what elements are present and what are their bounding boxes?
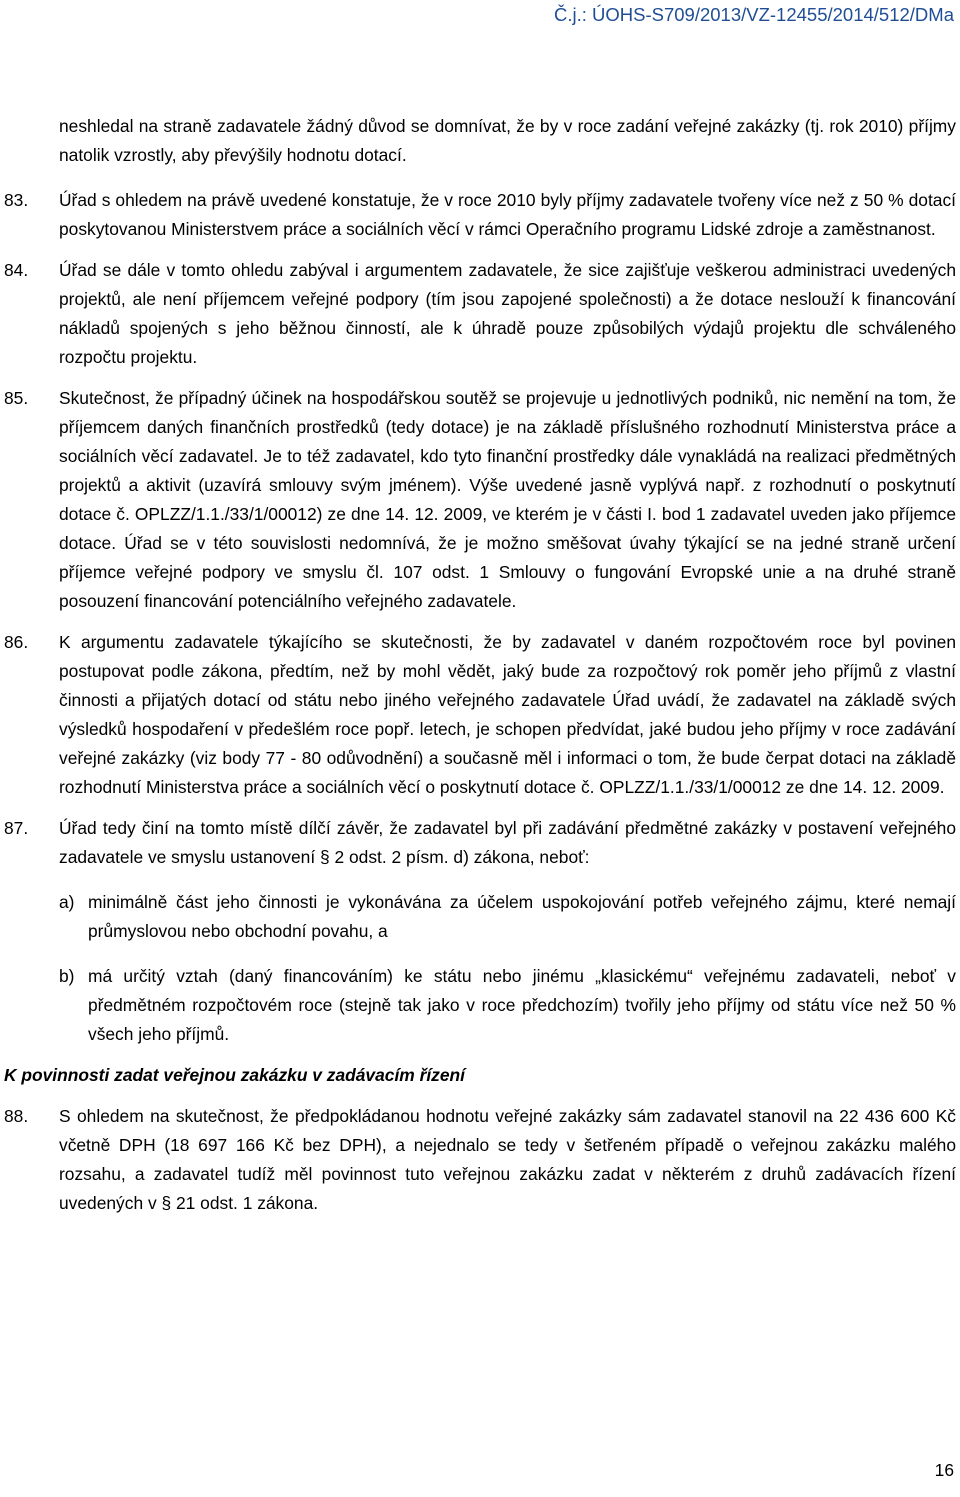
paragraph-text: S ohledem na skutečnost, že předpokládanou hodnotu veřejné zakázky sám zadavatel stanovil na 22 436 600 Kč včetně DPH (18 697 166 Kč bez DPH), a nejednalo se tedy v šetřeném případě o veřejnou zakázku malého rozsahu, a zadavatel tudíž měl povinnost tuto veřejnou zakázku zadat v některém z druhů zadávacích řízení uvedených v § 21 odst. 1 zákona. — [59, 1106, 956, 1213]
paragraph-83 — [4, 186, 956, 244]
paragraph-87 — [4, 814, 956, 872]
paragraph-number: 84. — [4, 260, 29, 280]
paragraph-number: 87. — [4, 818, 29, 838]
paragraph-number: 85. — [4, 388, 29, 408]
paragraph-88 — [4, 1102, 956, 1218]
paragraph-number: 86. — [4, 632, 29, 652]
list-item-a — [4, 888, 956, 946]
list-item-letter: b) — [59, 966, 75, 986]
list-item-text: minimálně část jeho činnosti je vykonávána za účelem uspokojování potřeb veřejného zájmu, které nemají průmyslovou nebo obchodní povahu, a — [88, 892, 956, 941]
paragraph-text: K argumentu zadavatele týkajícího se skutečnosti, že by zadavatel v daném rozpočtovém roce byl povinen postupovat podle zákona, předtím, než by mohl vědět, jaký bude za rozpočtový rok poměr jeho příjmů z vlastní činnosti a přijatých dotací od státu nebo jiného veřejného zadavatele Úřad uvádí, že zadavatel na základě svých výsledků hospodaření v předešlém roce popř. letech, je schopen předvídat, jaké budou jeho příjmy v roce zadávání veřejné zakázky (viz body 77 - 80 odůvodnění) a současně měl i informaci o tom, že bude čerpat dotaci na základě rozhodnutí Ministerstva práce a sociálních věcí o poskytnutí dotace č. OPLZZ/1.1./33/1/00012 ze dne 14. 12. 2009. — [59, 632, 956, 797]
paragraph-85 — [4, 384, 956, 616]
paragraph-86 — [4, 628, 956, 802]
paragraph-text: Úřad s ohledem na právě uvedené konstatuje, že v roce 2010 byly příjmy zadavatele tvořeny více než z 50 % dotací poskytovanou Ministerstvem práce a sociálních věcí v rámci Operačního programu Lidské zdroje a zaměstnanost. — [59, 190, 956, 239]
list-item-b — [4, 962, 956, 1049]
paragraph-text: Úřad se dále v tomto ohledu zabýval i argumentem zadavatele, že sice zajišťuje veškerou administraci uvedených projektů, ale není příjemcem veřejné podpory (tím jsou zapojené společnosti) a že dotace neslouží k financování nákladů spojených s jeho běžnou činností, ale k úhradě pouze způsobilých výdajů projektu dle schváleného rozpočtu projektu. — [59, 260, 956, 367]
paragraph-number: 83. — [4, 190, 29, 210]
list-item-text: má určitý vztah (daný financováním) ke státu nebo jinému „klasickému“ veřejnému zadavateli, neboť v předmětném rozpočtovém roce (stejně tak jako v roce předchozím) tvořily jeho příjmy od státu více než 50 % všech jeho příjmů. — [88, 966, 956, 1044]
paragraph-text: Úřad tedy činí na tomto místě dílčí závěr, že zadavatel byl při zadávání předmětné zakázky v postavení veřejného zadavatele ve smyslu ustanovení § 2 odst. 2 písm. d) zákona, neboť: — [59, 818, 956, 867]
paragraph-number: 88. — [4, 1106, 29, 1126]
section-heading: K povinnosti zadat veřejnou zakázku v zadávacím řízení — [4, 1065, 465, 1085]
paragraph-text: Skutečnost, že případný účinek na hospodářskou soutěž se projevuje u jednotlivých podniků, nic nemění na tom, že příjemcem daných finančních prostředků (tedy dotace) je na základě příslušného rozhodnutí Ministerstva práce a sociálních věcí zadavatel. Je to též zadavatel, kdo tyto finanční prostředky dále vynakládá na realizaci předmětných projektů a aktivit (uzavírá smlouvy svým jménem). Výše uvedené jasně vyplývá např. z rozhodnutí o poskytnutí dotace č. OPLZZ/1.1./33/1/00012) ze dne 14. 12. 2009, ve kterém je v části I. bod 1 zadavatel uveden jako příjemce dotace. Úřad se v této souvislosti nedomnívá, že je možno směšovat úvahy týkající se na jedné straně určení příjemce veřejné podpory ve smyslu čl. 107 odst. 1 Smlouvy o fungování Evropské unie a na druhé straně posouzení financování potenciálního veřejného zadavatele. — [59, 388, 956, 611]
page-number: 16 — [934, 1460, 954, 1480]
paragraph-continuation — [4, 112, 956, 170]
paragraph-84 — [4, 256, 956, 372]
document-reference-header: Č.j.: ÚOHS-S709/2013/VZ-12455/2014/512/DMa — [553, 4, 954, 25]
paragraph-text: neshledal na straně zadavatele žádný důvod se domnívat, že by v roce zadání veřejné zakázky (tj. rok 2010) příjmy natolik vzrostly, aby převýšily hodnotu dotací. — [59, 116, 956, 165]
document-body — [4, 112, 956, 1230]
list-item-letter: a) — [59, 892, 75, 912]
